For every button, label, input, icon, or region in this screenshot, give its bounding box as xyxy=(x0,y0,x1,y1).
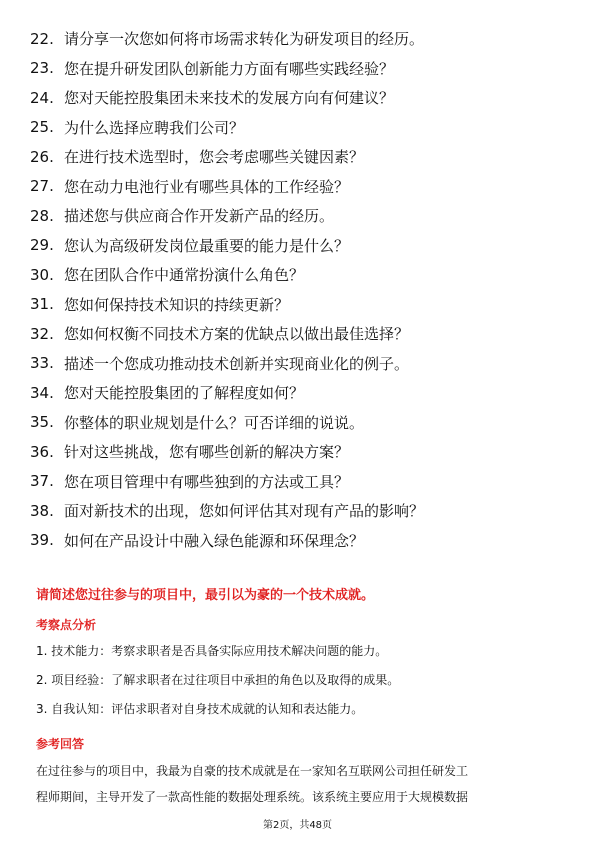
question-item xyxy=(30,378,570,408)
question-number: 34. xyxy=(30,383,54,402)
question-list xyxy=(30,24,570,555)
question-item xyxy=(30,172,570,202)
question-number: 39. xyxy=(30,531,54,550)
question-item xyxy=(30,201,570,231)
question-item xyxy=(30,467,570,497)
question-item xyxy=(30,319,570,349)
question-text: 您如何保持技术知识的持续更新？ xyxy=(64,295,290,314)
question-text: 为什么选择应聘我们公司？ xyxy=(64,118,245,137)
question-text: 你整体的职业规划是什么？可否详细的说说。 xyxy=(64,413,365,432)
question-item xyxy=(30,349,570,379)
question-number: 28. xyxy=(30,206,54,225)
question-text: 请分享一次您如何将市场需求转化为研发项目的经历。 xyxy=(64,30,425,49)
question-number: 35. xyxy=(30,413,54,432)
question-text: 您在项目管理中有哪些独到的方法或工具？ xyxy=(64,472,350,491)
question-text: 您在提升研发团队创新能力方面有哪些实践经验？ xyxy=(64,59,395,78)
answer-line-1: 在过往参与的项目中，我最为自豪的技术成就是在一家知名互联网公司担任研发工 xyxy=(36,764,469,778)
question-number: 29. xyxy=(30,236,54,255)
question-item xyxy=(30,408,570,438)
question-item xyxy=(30,290,570,320)
answer-line-2: 程师期间，主导开发了一款高性能的数据处理系统。该系统主要应用于大规模数据 xyxy=(36,790,469,804)
question-text: 描述一个您成功推动技术创新并实现商业化的例子。 xyxy=(64,354,410,373)
question-number: 30. xyxy=(30,265,54,284)
question-item xyxy=(30,437,570,467)
analysis-title: 考察点分析 xyxy=(36,618,97,632)
highlight-question: 请简述您过往参与的项目中，最引以为豪的一个技术成就。 xyxy=(36,588,375,603)
question-text: 您对天能控股集团未来技术的发展方向有何建议？ xyxy=(64,89,395,108)
question-text: 在进行技术选型时，您会考虑哪些关键因素？ xyxy=(64,148,365,167)
question-item xyxy=(30,54,570,84)
analysis-item-1: 1. 技术能力：考察求职者是否具备实际应用技术解决问题的能力。 xyxy=(36,644,388,658)
question-number: 22. xyxy=(30,29,54,48)
question-number: 24. xyxy=(30,88,54,107)
question-text: 描述您与供应商合作开发新产品的经历。 xyxy=(64,207,335,226)
question-text: 面对新技术的出现，您如何评估其对现有产品的影响？ xyxy=(64,502,425,521)
question-number: 31. xyxy=(30,295,54,314)
question-item xyxy=(30,526,570,556)
page-footer: 第2页，共48页 xyxy=(262,820,333,831)
question-number: 23. xyxy=(30,59,54,78)
question-item xyxy=(30,231,570,261)
question-text: 您认为高级研发岗位最重要的能力是什么？ xyxy=(64,236,350,255)
question-text: 您对天能控股集团的了解程度如何？ xyxy=(64,384,305,403)
question-number: 33. xyxy=(30,354,54,373)
analysis-item-2: 2. 项目经验：了解求职者在过往项目中承担的角色以及取得的成果。 xyxy=(36,673,400,687)
question-number: 36. xyxy=(30,442,54,461)
question-item xyxy=(30,113,570,143)
question-number: 25. xyxy=(30,118,54,137)
question-number: 26. xyxy=(30,147,54,166)
question-text: 如何在产品设计中融入绿色能源和环保理念？ xyxy=(64,531,365,550)
analysis-item-3: 3. 自我认知：评估求职者对自身技术成就的认知和表达能力。 xyxy=(36,702,364,716)
question-number: 32. xyxy=(30,324,54,343)
question-item xyxy=(30,83,570,113)
question-number: 37. xyxy=(30,472,54,491)
question-text: 针对这些挑战，您有哪些创新的解决方案？ xyxy=(64,443,350,462)
question-item xyxy=(30,24,570,54)
question-text: 您在动力电池行业有哪些具体的工作经验？ xyxy=(64,177,350,196)
question-number: 27. xyxy=(30,177,54,196)
question-text: 您如何权衡不同技术方案的优缺点以做出最佳选择？ xyxy=(64,325,410,344)
question-text: 您在团队合作中通常扮演什么角色？ xyxy=(64,266,305,285)
question-item xyxy=(30,496,570,526)
question-item xyxy=(30,260,570,290)
answer-body xyxy=(36,758,562,810)
question-number: 38. xyxy=(30,501,54,520)
answer-title: 参考回答 xyxy=(36,737,85,751)
question-item xyxy=(30,142,570,172)
